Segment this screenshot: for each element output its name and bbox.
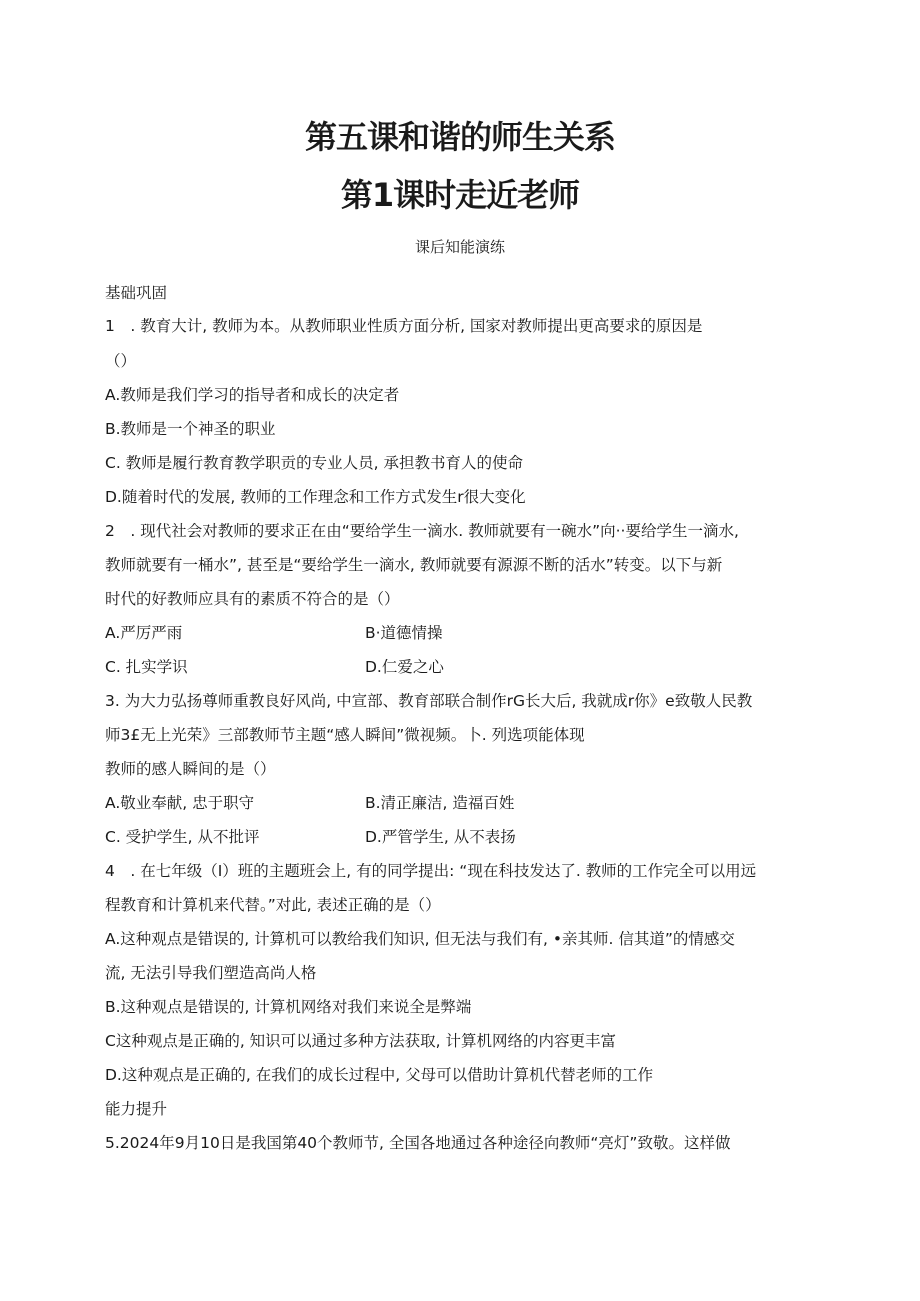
question-1-option-c: C. 教师是履行教育教学职贡的专业人员, 承担教书育人的使命 — [105, 454, 524, 472]
lesson-title: 第五课和谐的师生关系 — [304, 118, 615, 156]
question-4-option-c: C这种观点是正确的, 知识可以通过多种方法获取, 计算机网络的内容更丰富 — [105, 1032, 617, 1050]
section-caption: 课后知能演练 — [414, 238, 505, 256]
question-4-option-a-line1: A.这种观点是错误的, 计算机可以教给我们知识, 但无法与我们有, •亲其师. 信其道”的情感交 — [105, 930, 735, 948]
question-3-option-b: B.清正廉洁, 造福百姓 — [365, 794, 515, 812]
question-2-option-d: D.仁爱之心 — [365, 658, 444, 676]
question-3-stem-line1: 3. 为大力弘扬尊师重教良好风尚, 中宣部、教育部联合制作rG长大后, 我就成r你》e致敬人民教 — [105, 692, 753, 710]
lesson-subtitle: 第1课时走近老师 — [340, 176, 580, 214]
question-3-stem-line3: 教师的感人瞬间的是（） — [105, 760, 276, 778]
section-heading-advanced: 能力提升 — [105, 1100, 168, 1118]
question-4-option-d: D.这种观点是正确的, 在我们的成长过程中, 父母可以借助计算机代替老师的工作 — [105, 1066, 654, 1084]
question-5-stem-line1: 5.2024年9月10日是我国第40个教师节, 全国各地通过各种途径向教师“亮灯”致敬。这样做 — [105, 1134, 731, 1152]
question-2-stem-line2: 教师就要有一桶水”, 甚至是“要给学生一滴水, 教师就要有源源不断的活水”转变。以下与新 — [105, 556, 723, 574]
question-2-option-c: C. 扎实学识 — [105, 658, 188, 676]
question-3-option-d: D.严管学生, 从不表扬 — [365, 828, 516, 846]
question-2-stem-line3: 时代的好教师应具有的素质不符合的是（） — [105, 590, 400, 608]
question-1-option-a: A.教师是我们学习的指导者和成长的决定者 — [105, 386, 400, 404]
question-4-option-a-line2: 流, 无法引导我们塑造高尚人格 — [105, 964, 317, 982]
question-1-option-b: B.教师是一个神圣的职业 — [105, 420, 276, 438]
question-4-option-b: B.这种观点是错误的, 计算机网络对我们来说全是弊端 — [105, 998, 472, 1016]
question-2-option-b: B·道德情操 — [365, 624, 443, 642]
question-4-stem-line2: 程教育和计算机来代替。”对此, 表述正确的是（） — [105, 896, 441, 914]
question-1-bracket: （） — [105, 352, 137, 370]
question-1-stem: 1 . 教育大计, 教师为本。从教师职业性质方面分析, 国家对教师提出更高要求的原因是 — [105, 317, 703, 335]
question-1-option-d: D.随着时代的发展, 教师的工作理念和工作方式发生r很大变化 — [105, 488, 526, 506]
question-3-option-a: A.敬业奉献, 忠于职守 — [105, 794, 255, 812]
question-3-option-c: C. 受护学生, 从不批评 — [105, 828, 260, 846]
section-heading-basic: 基础巩固 — [105, 284, 168, 302]
question-2-stem-line1: 2 . 现代社会对教师的要求正在由“要给学生一滴水. 教师就要有一碗水”向··要给学生一滴水, — [105, 522, 739, 540]
question-4-stem-line1: 4 . 在七年级（I）班的主题班会上, 有的同学提出: “现在科技发达了. 教师的工作完全可以用远 — [105, 862, 757, 880]
question-3-stem-line2: 师3£无上光荣》三部教师节主题“感人瞬间”微视频。卜. 列选项能体现 — [105, 726, 585, 744]
question-2-option-a: A.严厉严雨 — [105, 624, 183, 642]
